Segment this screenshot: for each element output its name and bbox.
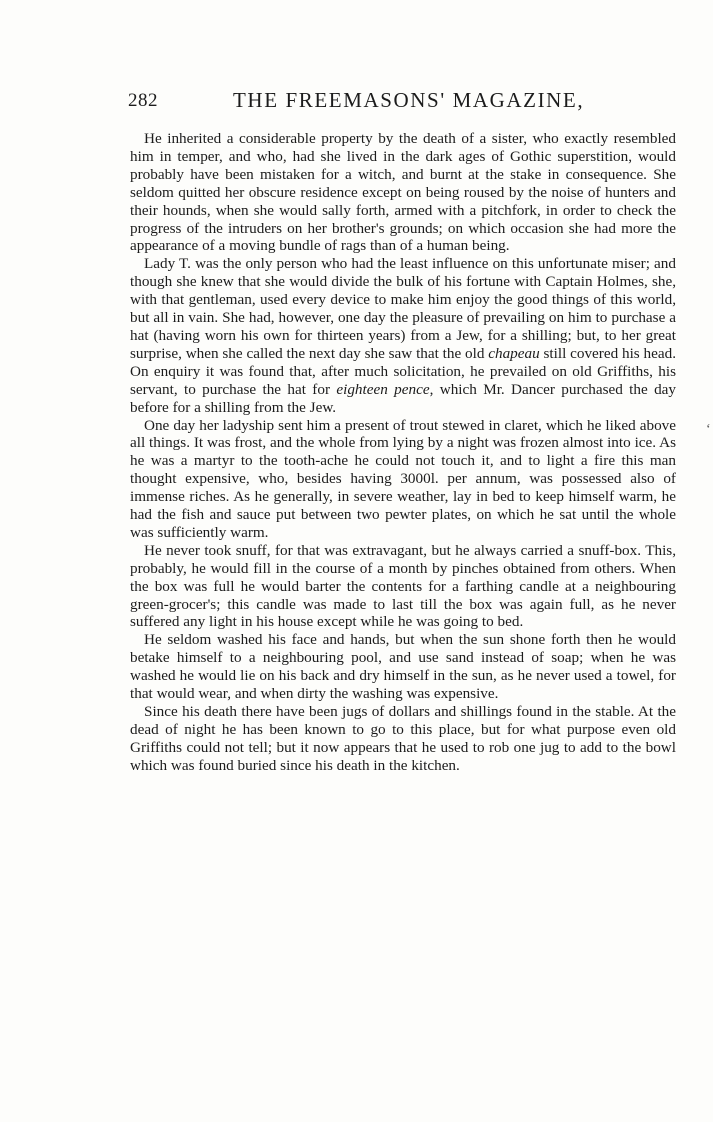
margin-mark: ‘ [706, 422, 711, 437]
paragraph-text: He never took snuff, for that was extravagant, but he always carried a snuff-box. This, probably, he would fill in the course of a month by pinches obtained from others. When the box was full he would barter the contents for a farthing candle at a neighbouring green-grocer's; this candle was made to last till the box was again full, as he never suffered any light in his house except while he was going to bed. [130, 541, 676, 631]
paragraph [130, 703, 676, 775]
paragraph-text: Lady T. was the only person who had the least influence on this unfortunate miser; and though she knew that she would divide the bulk of his fortune with Captain Holmes, she, with that gentleman, used every device to make him enjoy the good things of this world, but all in vain. She had, however, one day the pleasure of prevailing on him to purchase a hat (having worn his own for thirteen years) from a Jew, for a shilling; but, to her great surprise, when she called the next day she saw that the old [130, 255, 676, 362]
paragraph [130, 542, 676, 632]
paragraph-text: still covered his head. On enquiry it was found that, after much solicitation, he prevailed on old Griffiths, his servant, to purchase the hat for [130, 344, 676, 398]
paragraph [130, 255, 676, 416]
running-title: THE FREEMASONS' MAGAZINE, [233, 88, 585, 112]
paragraph-text: He seldom washed his face and hands, but when the sun shone forth then he would betake himself to a neighbouring pool, and use sand instead of soap; when he was washed he would lie on his back and dry himself in the sun, as he never used a towel, for that would wear, and when dirty the washing was expensive. [130, 631, 676, 703]
page-header [128, 88, 688, 118]
paragraph-text: , which Mr. Dancer purchased the day before for a shilling from the Jew. [130, 380, 676, 416]
paragraph [130, 130, 676, 255]
paragraph-text: Since his death there have been jugs of dollars and shillings found in the stable. At the dead of night he has been known to go to this place, but for what purpose even old Griffiths could not tell; but it now appears that he used to rob one jug to add to the bowl which was found buried since his death in the kitchen. [130, 703, 676, 774]
paragraph-text: He inherited a considerable property by the death of a sister, who exactly resembled him in temper, and who, had she lived in the dark ages of Gothic superstition, would probably have been mistaken for a witch, and burnt at the stake in consequence. She seldom quitted her obscure residence except on being roused by the noise of hunters and their hounds, when she would sally forth, armed with a pitchfork, in order to check the progress of the intruders on her brother's grounds; on which occasion she had more the appearance of a moving bundle of rags than of a human being. [130, 130, 676, 255]
italic-text: chapeau [488, 344, 540, 362]
paragraph [130, 631, 676, 703]
paragraph [130, 417, 676, 542]
article-body [130, 130, 676, 775]
italic-text: eighteen pence [336, 380, 430, 398]
page-number: 282 [128, 90, 158, 111]
paragraph-text: One day her ladyship sent him a present of trout stewed in claret, which he liked above all things. It was frost, and the whole from lying by a night was frozen almost into ice. As he was a martyr to the tooth-ache he could not touch it, and to light a fire this man thought expensive, who, besides having 3000l. per annum, was possessed also of immense riches. As he generally, in severe weather, lay in bed to keep himself warm, he had the fish and sauce put between two pewter plates, on which he sat until the whole was sufficiently warm. [130, 416, 676, 541]
